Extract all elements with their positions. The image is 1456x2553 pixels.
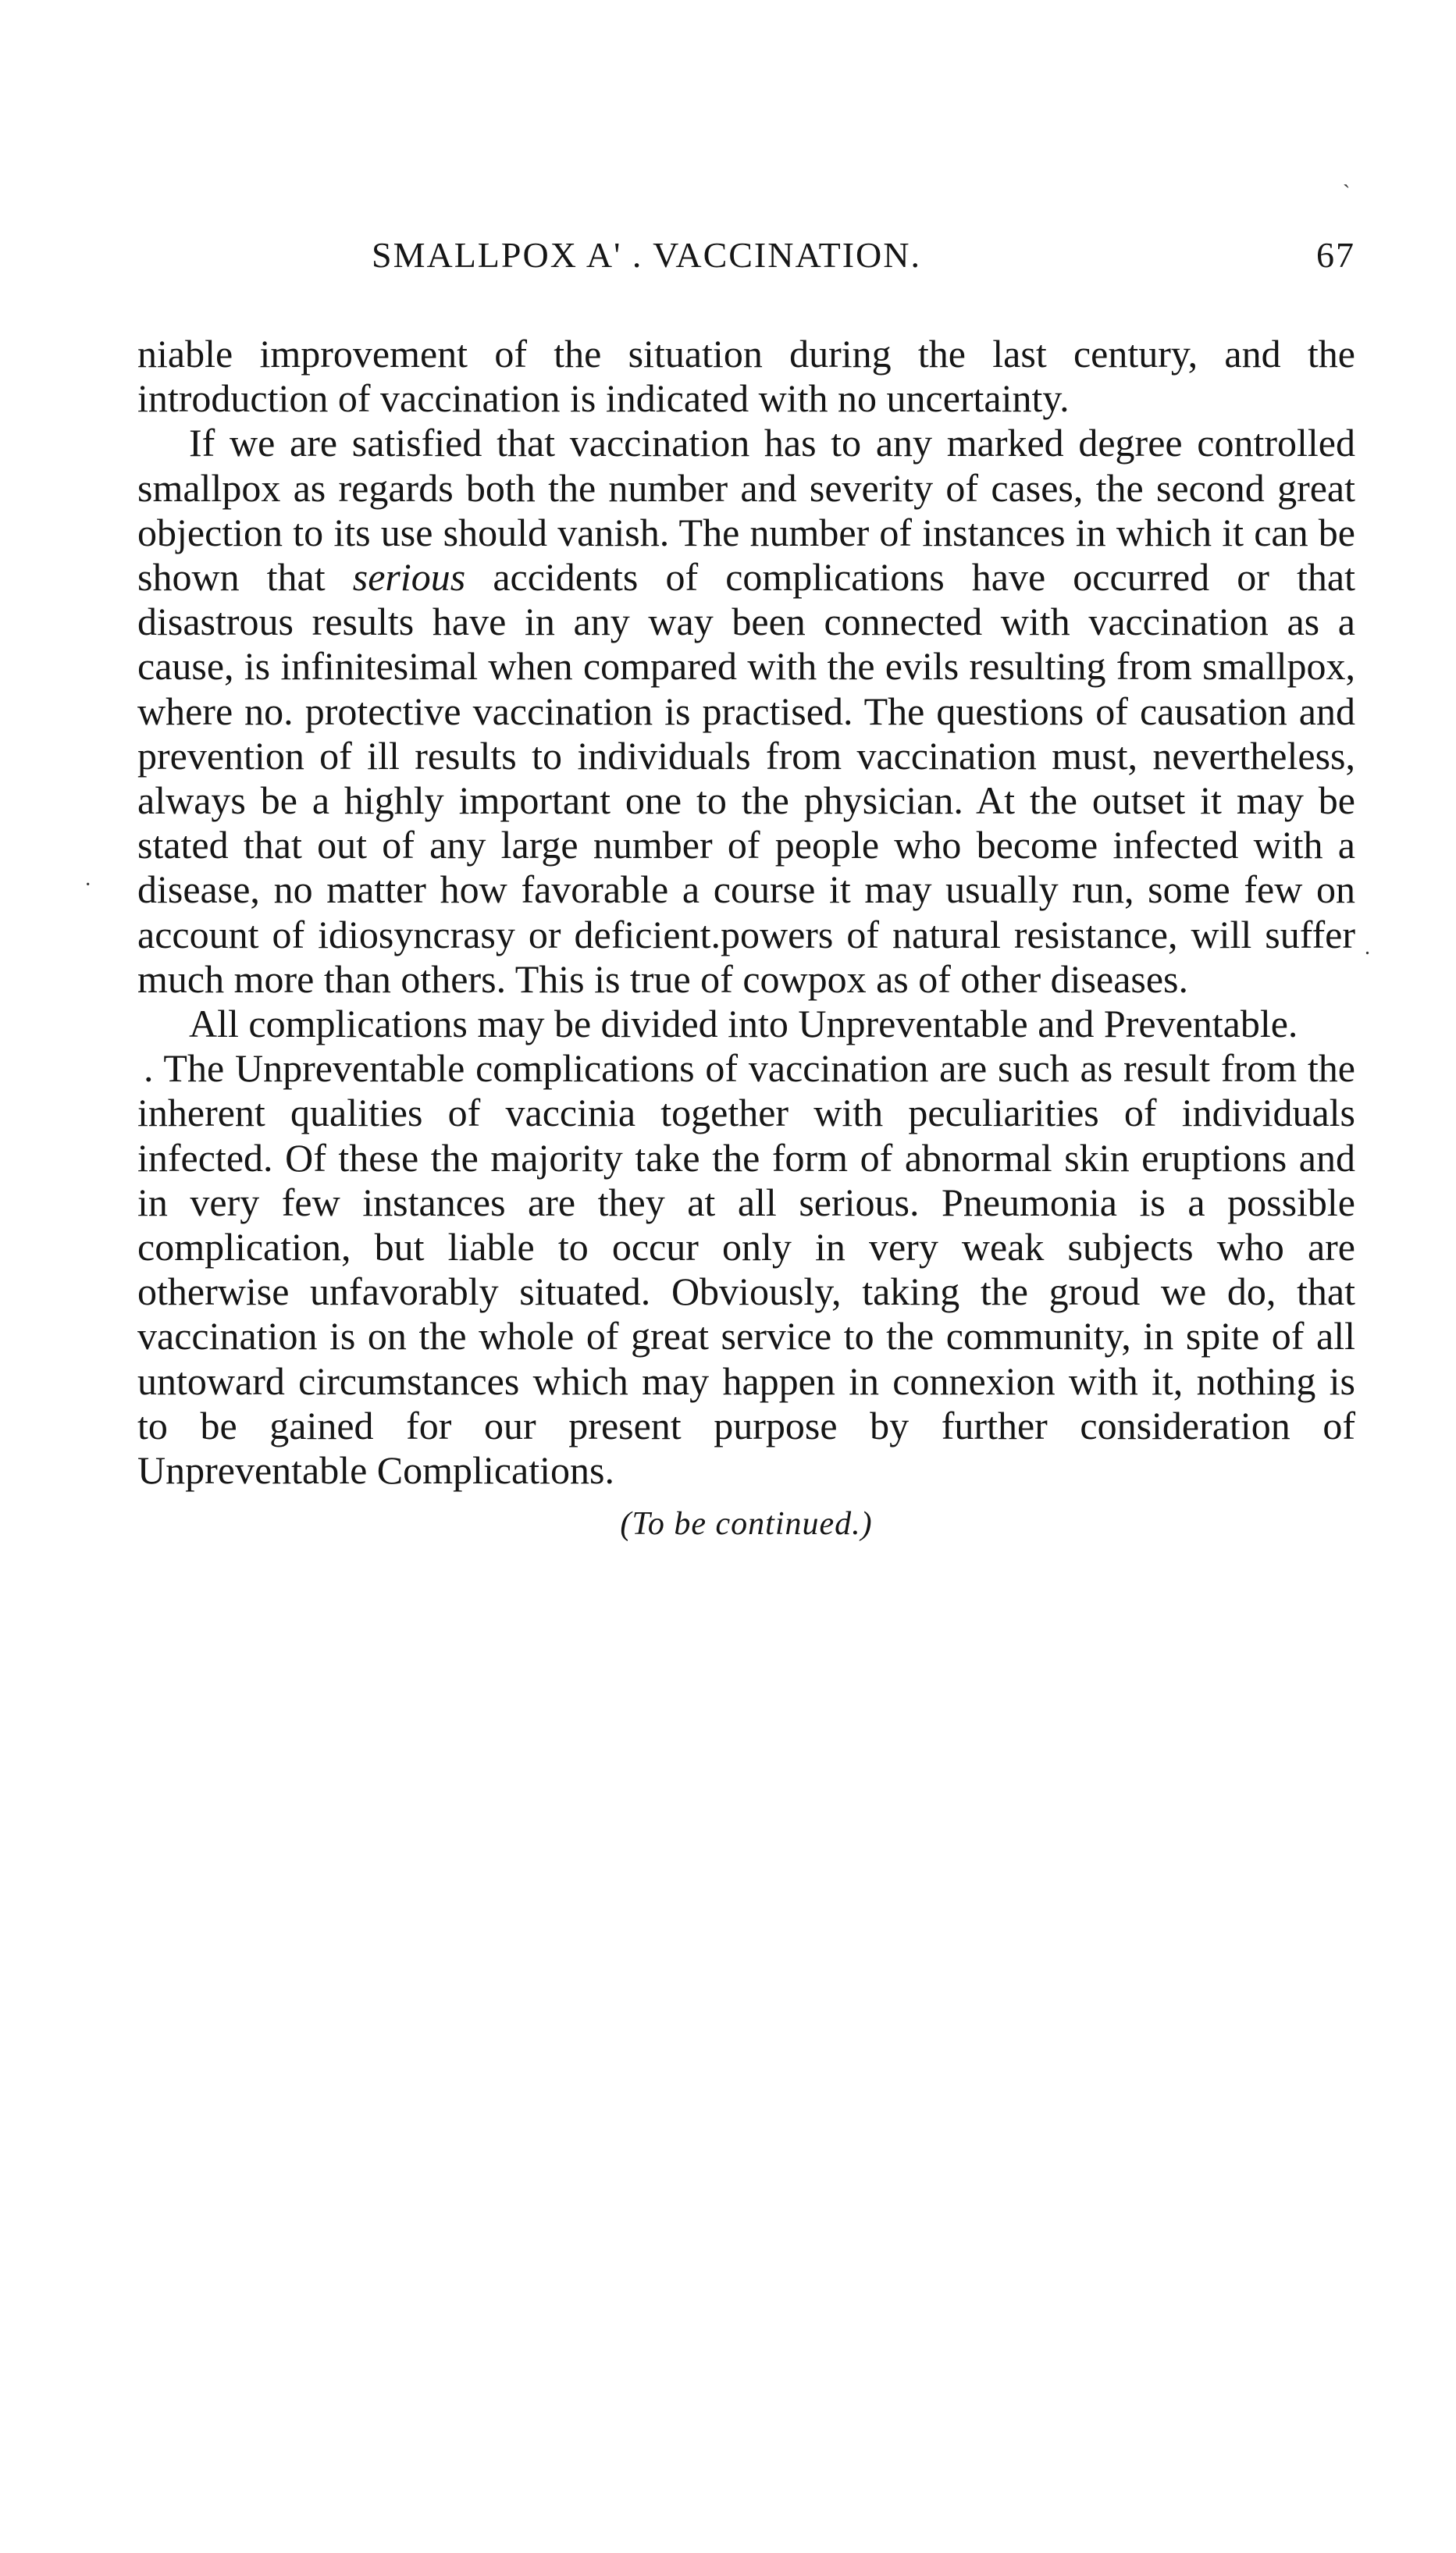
- paragraph-trailing-text: accidents of complications have occurred or that disastrous results have in any way been connected with vaccination as a cause, is infinitesimal when compared with the evils resulting from smallpox, where no. protective vaccination is practised. The questions of causation and prevention of ill results to individuals from vaccination must, nevertheless, always be a highly important one to the physician. At the outset it may be stated that out of any large number of people who become infected with a disease, no matter how favorable a course it may usually run, some few on account of idiosyncrasy or deficient.powers of natural resistance, will suffer much more than others. This is true of cowpox as of other diseases.: [137, 555, 1356, 1001]
- paragraph-lead-text: If we are satisfied that vaccination has to any marked degree controlled smallpox as regards both the number and severity of cases, the second great objection to its use should vanish. The number of instances in which it can be shown that: [137, 421, 1355, 600]
- paragraph-continuation: niable improvement of the situation during the last century, and the introduction of vaccination is indicated with no uncertainty.: [137, 332, 1355, 421]
- paragraph-complication-types: All complications may be divided into Unpreventable and Preventable.: [189, 1002, 1298, 1046]
- page-number: 67: [1316, 235, 1355, 275]
- margin-mark-top: `: [1343, 181, 1351, 205]
- margin-mark-right: .: [1365, 935, 1370, 960]
- article-body: [137, 332, 1355, 1547]
- running-title: SMALLPOX A' . VACCINATION.: [372, 235, 921, 275]
- italic-emphasis: serious: [352, 555, 466, 600]
- paragraph-vaccination-effects: [137, 421, 1355, 1002]
- paragraph-unpreventable-complications: . The Unpreventable complications of vaccination are such as result from the inherent qualities of vaccinia together with peculiarities of individuals infected. Of these the majority take the form of abnormal skin eruptions and in very few instances are they at all serious. Pneumonia is a possible complication, but liable to occur only in very weak subjects who are otherwise unfavorably situated. Obviously, taking the groud we do, that vaccination is on the whole of great service to the community, in spite of all untoward circumstances which may happen in connexion with it, nothing is to be gained for our present purpose by further consideration of Unpreventable Complications.: [137, 1046, 1355, 1493]
- running-header: [137, 234, 1355, 289]
- continued-note: (To be continued.): [620, 1506, 873, 1543]
- margin-mark-left: ·: [84, 873, 92, 897]
